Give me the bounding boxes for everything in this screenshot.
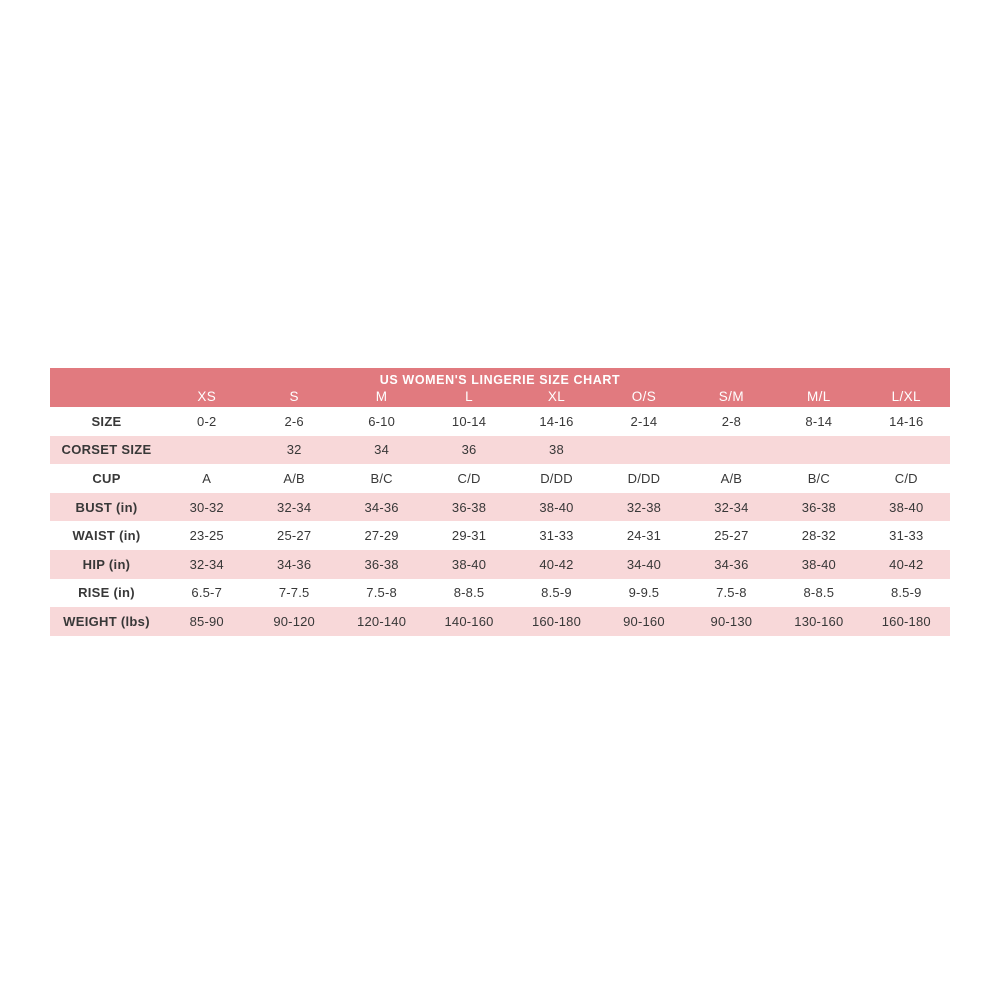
table-cell: 38-40 — [889, 499, 924, 515]
table-cell: 38 — [549, 442, 564, 458]
table-header — [50, 368, 950, 407]
table-cell: 160-180 — [531, 613, 582, 629]
row-label: SIZE — [91, 413, 122, 429]
table-cell: 90-130 — [710, 613, 753, 629]
table-cell: 23-25 — [189, 528, 224, 544]
table-cell: 36-38 — [801, 499, 836, 515]
table-cell: B/C — [807, 470, 830, 486]
column-header: S — [289, 389, 299, 404]
table-cell: 25-27 — [277, 528, 312, 544]
table-cell: 9-9.5 — [628, 585, 660, 601]
table-cell: 34-36 — [714, 556, 749, 572]
table-cell: 34-40 — [626, 556, 662, 572]
row-label: RISE (in) — [78, 585, 135, 601]
table-cell: 0-2 — [197, 413, 217, 429]
table-cell: 2-6 — [284, 413, 304, 429]
table-cell: 40-42 — [889, 556, 924, 572]
table-cell: 32-34 — [277, 499, 312, 515]
table-cell: 8.5-9 — [890, 585, 922, 601]
row-label: CORSET SIZE — [61, 442, 152, 458]
table-cell: 27-29 — [364, 528, 399, 544]
table-cell: 38-40 — [801, 556, 836, 572]
column-header: M — [375, 389, 388, 404]
table-cell: B/C — [370, 470, 393, 486]
table-cell: 28-32 — [801, 528, 836, 544]
table-row — [50, 464, 950, 493]
table-cell: 85-90 — [189, 613, 224, 629]
table-cell: 38-40 — [451, 556, 487, 572]
table-cell — [775, 436, 862, 465]
table-row — [50, 579, 950, 608]
table-row — [50, 550, 950, 579]
column-header: S/M — [718, 389, 744, 404]
table-cell: 34-36 — [277, 556, 312, 572]
row-label: HIP (in) — [82, 556, 131, 572]
table-cell: 7.5-8 — [366, 585, 397, 601]
row-label: WAIST (in) — [72, 528, 141, 544]
table-cell: 8.5-9 — [541, 585, 572, 601]
table-cell — [688, 436, 775, 465]
table-row — [50, 407, 950, 436]
table-cell — [600, 436, 687, 465]
table-cell: 36-38 — [364, 556, 399, 572]
table-cell: 36-38 — [451, 499, 487, 515]
row-label: WEIGHT (lbs) — [63, 613, 150, 629]
table-cell: 25-27 — [714, 528, 749, 544]
table-row — [50, 493, 950, 522]
table-cell: 6-10 — [368, 413, 396, 429]
column-header-spacer — [50, 388, 163, 407]
table-cell — [863, 436, 950, 465]
table-cell: A/B — [720, 470, 743, 486]
table-cell: C/D — [894, 470, 918, 486]
table-cell: 24-31 — [626, 528, 662, 544]
row-label: CUP — [92, 470, 121, 486]
table-cell: 130-160 — [794, 613, 844, 629]
table-cell: 90-160 — [623, 613, 665, 629]
table-row — [50, 436, 950, 465]
column-header: O/S — [631, 389, 657, 404]
table-row — [50, 521, 950, 550]
table-cell: 32-34 — [189, 556, 224, 572]
table-cell: 6.5-7 — [191, 585, 223, 601]
column-header: XL — [547, 389, 566, 404]
table-cell: 120-140 — [357, 613, 407, 629]
table-title: US WOMEN'S LINGERIE SIZE CHART — [379, 372, 621, 387]
table-row — [50, 607, 950, 636]
table-cell: D/DD — [540, 470, 573, 486]
table-cell: 8-14 — [805, 413, 833, 429]
column-header: XS — [197, 389, 217, 404]
table-cell: 2-14 — [630, 413, 658, 429]
table-cell: 34-36 — [364, 499, 399, 515]
table-cell: 7.5-8 — [716, 585, 747, 601]
table-cell: A — [202, 470, 212, 486]
table-cell: 8-8.5 — [453, 585, 485, 601]
column-header-row — [50, 388, 950, 407]
column-header: L/XL — [891, 389, 921, 404]
table-cell: 32-34 — [714, 499, 749, 515]
table-cell: 160-180 — [881, 613, 931, 629]
table-cell: 14-16 — [889, 413, 924, 429]
table-cell: C/D — [457, 470, 481, 486]
table-cell: A/B — [283, 470, 305, 486]
size-chart-table — [50, 368, 950, 636]
table-cell: 14-16 — [539, 413, 574, 429]
column-header: L — [465, 389, 473, 404]
table-cell: 2-8 — [721, 413, 742, 429]
table-body — [50, 407, 950, 636]
table-cell: 140-160 — [444, 613, 494, 629]
table-cell: D/DD — [627, 470, 661, 486]
table-cell: 30-32 — [189, 499, 224, 515]
table-cell: 29-31 — [451, 528, 487, 544]
table-cell: 10-14 — [451, 413, 487, 429]
table-cell: 31-33 — [539, 528, 574, 544]
column-header: M/L — [806, 389, 831, 404]
table-cell: 31-33 — [889, 528, 924, 544]
table-cell: 32 — [286, 442, 302, 458]
table-cell: 34 — [374, 442, 390, 458]
table-cell: 8-8.5 — [803, 585, 835, 601]
table-cell: 7-7.5 — [278, 585, 310, 601]
table-cell: 32-38 — [626, 499, 662, 515]
table-cell: 40-42 — [539, 556, 574, 572]
table-cell: 36 — [461, 442, 477, 458]
row-label: BUST (in) — [75, 499, 138, 515]
table-cell: 90-120 — [273, 613, 315, 629]
table-cell: 38-40 — [539, 499, 574, 515]
table-cell — [163, 436, 250, 465]
